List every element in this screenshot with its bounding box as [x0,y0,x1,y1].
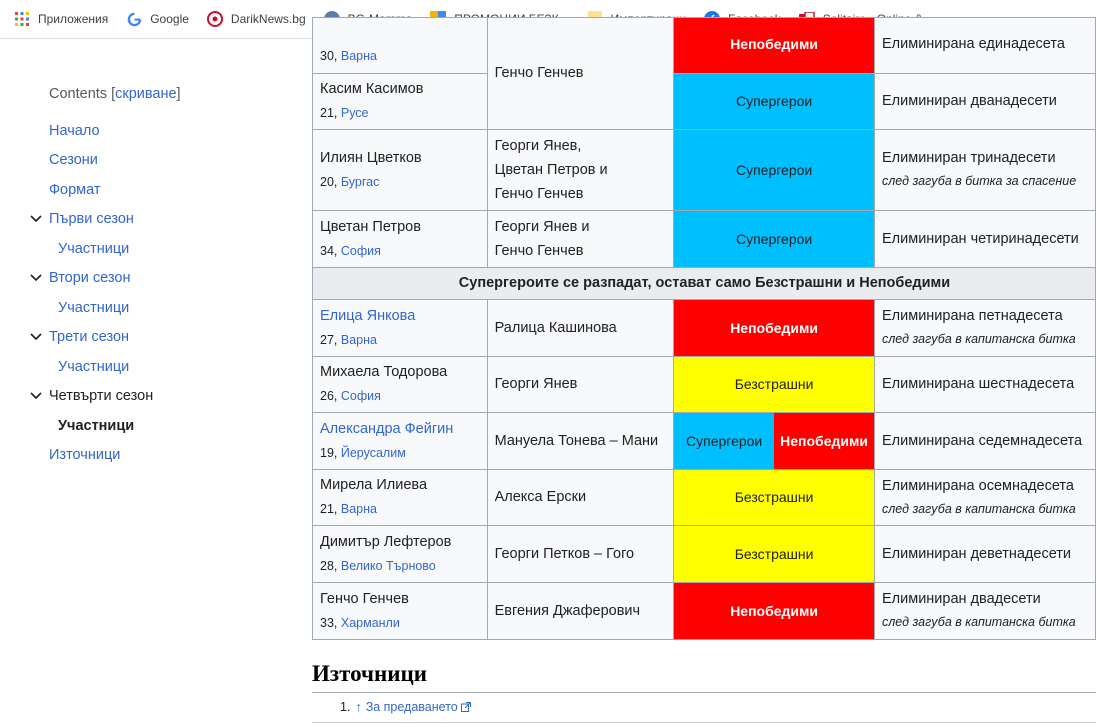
partner-name: Георги Янев, [494,138,582,154]
result-note: след загуба в капитанска битка [882,332,1076,346]
participant-age: 20 [320,174,334,189]
partner-name: Георги Янев [494,376,578,392]
table-of-contents [30,86,290,470]
result-text: Елиминиран деветнадесети [882,545,1072,562]
result-note: след загуба в капитанска битка [882,615,1076,629]
city-link[interactable]: Велико Търново [340,558,436,573]
result-text: Елиминирана единадесета [882,36,1065,52]
partner-cell [487,413,674,470]
toc-item-season-1[interactable] [30,205,290,235]
participant-cell [313,583,488,640]
participant-meta: 28, Велико Търново [320,558,436,573]
toc-item-season-2-participants[interactable] [30,293,290,323]
toc-title: Contents [49,86,108,102]
participant-meta: 34, София [320,243,381,258]
participant-cell [313,18,488,74]
toc-toggle-bracket: ] [176,86,181,102]
participant-meta: 21, Русе [320,106,369,120]
toc-link[interactable]: Участници [58,358,130,375]
city-link[interactable]: София [340,243,381,258]
participant-age: 28 [320,558,334,573]
result-text: Елиминирана шестнадесета [882,376,1075,392]
team-label: Непобедими [780,432,868,449]
result-text: Елиминиран тринадесети [882,150,1056,166]
table-row [313,357,1096,413]
participant-name: Димитър Лефтеров [320,533,452,550]
team-cell-blue [674,130,875,211]
participant-meta: 26, София [320,389,381,403]
partner-name: Евгения Джаферович [494,602,641,619]
city-link[interactable]: Бургас [340,174,380,189]
participant-meta: 33, Харманли [320,615,400,630]
team-cell-blue [674,74,875,130]
table-row [313,583,1096,640]
participant-age: 30 [320,48,334,63]
result-cell [875,526,1096,583]
sources-heading: Източници [312,661,428,686]
result-text: Елиминиран дванадесети [882,93,1057,109]
participant-name: Касим Касимов [320,81,424,97]
participant-cell [313,130,488,211]
participant-cell [313,413,488,470]
partner-cell [487,130,674,211]
result-cell [875,583,1096,640]
partner-cell [487,211,674,268]
team-label: Супергерои [735,161,813,178]
partner-cell [487,18,674,130]
participant-meta: 21, Варна [320,502,377,516]
partner-cell [487,583,674,640]
team-label: Супергерои [735,93,813,109]
team-label: Безстрашни [734,545,814,562]
participant-name: Генчо Генчев [320,590,409,607]
partner-name: Цветан Петров и [494,162,608,178]
page-divider [312,722,1096,723]
bookmark-label: Приложения [38,12,109,26]
table-row [313,526,1096,583]
result-cell [875,18,1096,74]
result-note: след загуба в битка за спасение [882,174,1077,188]
bookmark-label: Google [150,12,189,26]
toc-link[interactable]: Трети сезон [49,329,130,346]
toc-hide-link[interactable]: скриване [115,86,177,102]
team-cell-split [674,413,875,470]
participant-meta: 20, Бургас [320,174,380,189]
bookmark-dariknews[interactable] [207,11,306,27]
toc-link[interactable]: Четвърти сезон [49,388,154,405]
table-row [313,130,1096,211]
toc-link[interactable]: Първи сезон [49,211,134,228]
partner-name: Генчо Генчев [494,186,584,202]
source-link[interactable]: За предаването [365,700,458,714]
result-text: Елиминиран двадесети [882,591,1041,607]
participant-cell [313,470,488,526]
toc-item-season-2[interactable] [30,264,290,294]
result-cell [875,211,1096,268]
table-row [313,18,1096,74]
toc-link-active[interactable]: Участници [58,417,135,434]
team-cell-blue [674,211,875,268]
team-cell-red [674,300,875,357]
partner-name: Мануела Тонева – Мани [494,432,659,449]
toc-link[interactable]: Сезони [49,152,98,169]
toc-item-seasons[interactable] [30,146,290,176]
participant-name-link[interactable]: Александра Фейгин [320,420,454,437]
participant-age: 27 [320,332,334,347]
partner-cell [487,470,674,526]
dariknews-icon [207,11,223,27]
table-row-banner [313,268,1096,300]
result-text: Елиминирана осемнадесета [882,477,1074,494]
bookmark-label: DarikNews.bg [230,12,306,26]
toc-item-intro[interactable] [30,116,290,146]
result-cell [875,357,1096,413]
participant-cell [313,211,488,268]
city-link[interactable]: Варна [340,332,377,347]
participant-name: Михаела Тодорова [320,364,448,380]
toc-link[interactable]: Участници [58,299,130,316]
external-link-icon [461,702,471,712]
participant-meta: 27, Варна [320,332,377,347]
participant-meta: 30, Варна [320,48,377,63]
team-label: Безстрашни [734,489,814,505]
toc-heading [30,86,290,102]
partner-name: Алекса Ерски [494,489,587,505]
chevron-down-icon[interactable] [30,215,49,223]
partner-name: Ралица Кашинова [494,319,617,336]
partner-name: Генчо Генчев [494,243,584,259]
team-cell-yellow [674,470,875,526]
toc-link[interactable]: Източници [49,447,121,464]
toc-link[interactable]: Начало [49,122,100,139]
team-label: Непобедими [730,36,818,52]
result-text: Елиминирана седемнадесета [882,432,1083,449]
toc-item-season-4-participants[interactable] [30,411,290,441]
table-row [313,211,1096,268]
team-label: Безстрашни [734,376,814,392]
result-cell [875,413,1096,470]
partner-cell [487,526,674,583]
city-link[interactable]: Варна [340,502,377,516]
team-label: Супергерои [735,230,813,247]
partner-cell [487,300,674,357]
city-link[interactable]: София [340,389,381,403]
partner-name: Георги Янев и [494,219,590,235]
bookmark-google[interactable] [126,11,189,27]
participant-age: 33 [320,615,334,630]
participant-age: 34 [320,243,334,258]
participant-name: Цветан Петров [320,218,421,235]
city-link[interactable]: Русе [340,106,369,120]
result-cell [875,74,1096,130]
participant-cell [313,300,488,357]
sources-list-item [340,700,471,714]
participant-cell [313,357,488,413]
partner-cell [487,357,674,413]
participant-name: Илиян Цветков [320,149,422,166]
partner-name: Генчо Генчев [494,65,584,81]
toc-toggle-bracket: [ [111,86,116,102]
team-part-red [774,413,874,469]
partner-name: Георги Петков – Гого [494,545,635,562]
participant-age: 21 [320,106,334,120]
team-cell-yellow [674,526,875,583]
result-cell [875,300,1096,357]
table-row [313,300,1096,357]
team-cell-yellow [674,357,875,413]
toc-link[interactable]: Формат [49,181,101,198]
result-text: Елиминирана петнадесета [882,308,1063,324]
city-link[interactable]: Варна [340,48,377,63]
toc-item-season-3[interactable] [30,323,290,353]
toc-item-format[interactable] [30,175,290,205]
city-link[interactable]: Йерусалим [340,445,406,460]
toc-item-season-3-participants[interactable] [30,352,290,382]
table-banner [313,268,1096,300]
table-row [313,74,1096,130]
team-cell-red [674,18,875,74]
table-row [313,413,1096,470]
toc-link[interactable]: Участници [58,240,130,257]
table-row [313,470,1096,526]
participant-cell [313,526,488,583]
toc-item-sources[interactable] [30,441,290,471]
city-link[interactable]: Харманли [340,615,400,630]
chevron-down-icon[interactable] [30,274,49,282]
participant-meta: 19, Йерусалим [320,445,406,460]
heading-divider [312,692,1096,693]
banner-text: Супергероите се разпадат, остават само Безстрашни и Непобедими [458,275,951,291]
toc-item-season-4[interactable] [30,382,290,412]
team-label: Непобедими [730,602,818,619]
apps-grid-icon [14,11,30,27]
toc-link[interactable]: Втори сезон [49,270,131,287]
participant-name-link[interactable]: Елица Янкова [320,307,416,324]
chevron-down-icon[interactable] [30,392,49,400]
participants-table [312,17,1096,640]
result-cell [875,130,1096,211]
list-number: 1. [340,700,351,714]
team-cell-red [674,583,875,640]
participant-age: 19 [320,445,334,460]
team-label: Непобедими [730,319,818,336]
participant-age: 26 [320,389,334,403]
team-part-blue [674,413,774,469]
participant-name: Мирела Илиева [320,477,428,493]
google-icon [126,11,142,27]
toc-item-season-1-participants[interactable] [30,234,290,264]
participant-age: 21 [320,502,334,516]
team-label: Супергерои [686,432,763,449]
result-cell [875,470,1096,526]
result-text: Елиминиран четиринадесети [882,230,1079,247]
result-note: след загуба в капитанска битка [882,501,1076,516]
bookmark-apps[interactable] [14,11,108,27]
back-arrow-link[interactable]: ↑ [355,700,362,714]
participant-cell [313,74,488,130]
chevron-down-icon[interactable] [30,333,49,341]
